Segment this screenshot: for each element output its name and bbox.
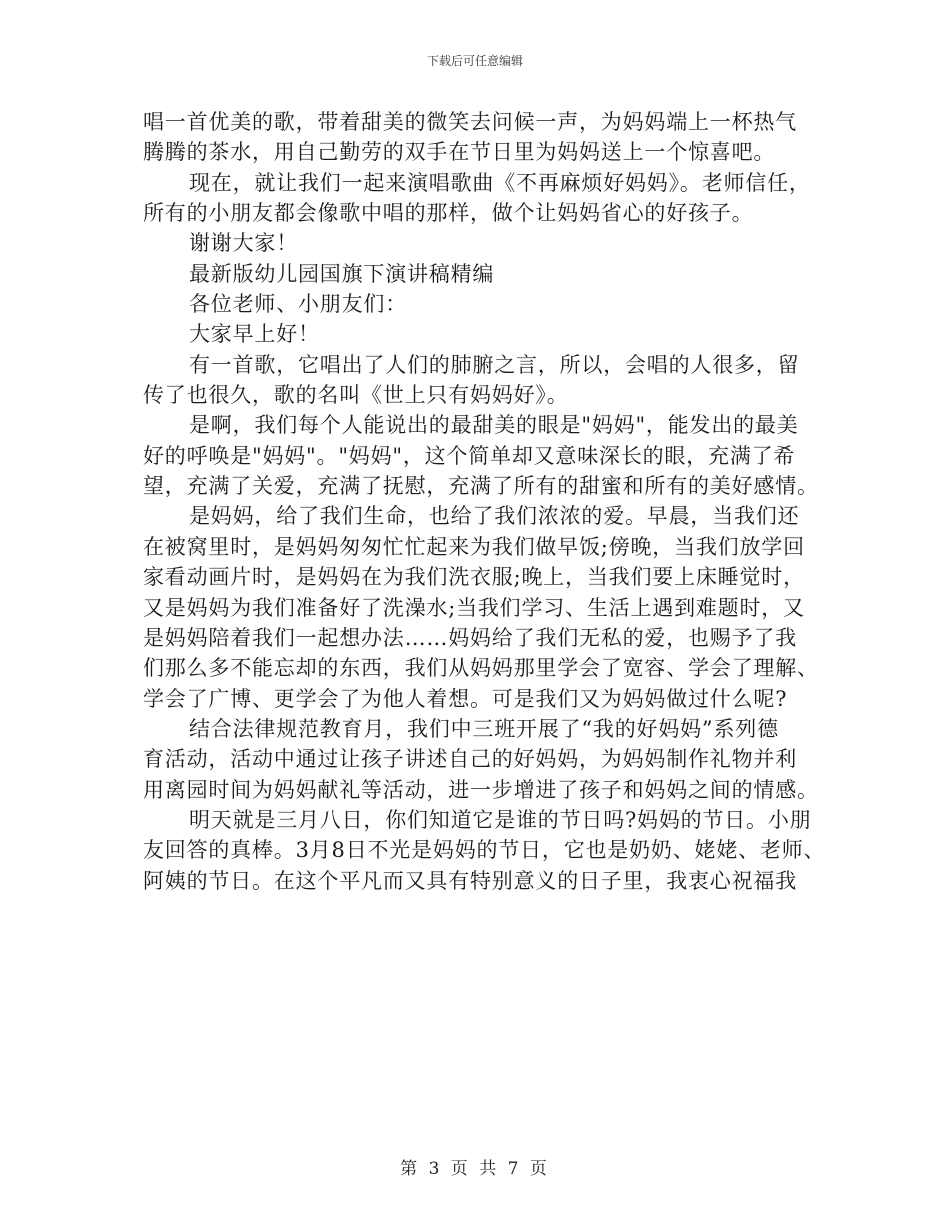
text-line: 友回答的真棒。3月8日不光是妈妈的节日，它也是奶奶、姥姥、老师、 [143,838,826,863]
text-line: 好的呼唤是"妈妈"。"妈妈"，这个简单却又意味深长的眼，充满了希 [143,443,796,468]
text-line: 是妈妈，给了我们生命，也给了我们浓浓的爱。早晨，当我们还 [189,504,800,529]
text-line: 所有的小朋友都会像歌中唱的那样，做个让妈妈省心的好孩子。 [143,201,754,226]
text-line: 腾腾的茶水，用自己勤劳的双手在节日里为妈妈送上一个惊喜吧。 [143,140,776,165]
text-line: 结合法律规范教育月，我们中三班开展了“我的好妈妈”系列德 [189,716,779,741]
text-line: 家看动画片时，是妈妈在为我们洗衣服;晚上，当我们要上床睡觉时， [143,565,805,590]
text-line: 各位老师、小朋友们： [189,292,407,317]
text-line: 阿姨的节日。在这个平凡而又具有特别意义的日子里，我衷心祝福我 [143,868,797,893]
text-line: 学会了广博、更学会了为他人着想。可是我们又为妈妈做过什么呢? [143,686,788,711]
text-line: 谢谢大家！ [189,231,298,256]
text-line: 是啊，我们每个人能说出的最甜美的眼是"妈妈"，能发出的最美 [189,413,799,438]
text-line: 有一首歌，它唱出了人们的肺腑之言，所以，会唱的人很多，留 [189,352,800,377]
text-line: 大家早上好！ [189,322,320,347]
text-line: 育活动，活动中通过让孩子讲述自己的好妈妈，为妈妈制作礼物并利 [143,747,797,772]
text-line: 们那么多不能忘却的东西，我们从妈妈那里学会了宽容、学会了理解、 [143,656,819,681]
text-line: 传了也很久，歌的名叫《世上只有妈妈好》。 [143,383,569,408]
text-line: 现在，就让我们一起来演唱歌曲《不再麻烦好妈妈》。老师信任， [189,170,811,195]
text-line: 明天就是三月八日，你们知道它是谁的节日吗?妈妈的节日。小朋 [189,807,812,832]
text-line: 最新版幼儿园国旗下演讲稿精编 [189,261,495,286]
page-number: 第 3 页 共 7 页 [400,1159,550,1179]
document-body [143,107,826,896]
text-line: 又是妈妈为我们准备好了洗澡水;当我们学习、生活上遇到难题时，又 [143,595,805,620]
text-line: 望，充满了关爱，充满了抚慰，充满了所有的甜蜜和所有的美好感情。 [143,474,819,499]
text-line: 用离园时间为妈妈献礼等活动，进一步增进了孩子和妈妈之间的情感。 [143,777,819,802]
text-line: 在被窝里时，是妈妈匆匆忙忙起来为我们做早饭;傍晚，当我们放学回 [143,534,805,559]
text-line: 是妈妈陪着我们一起想办法……妈妈给了我们无私的爱，也赐予了我 [143,625,797,650]
text-line: 唱一首优美的歌，带着甜美的微笑去问候一声，为妈妈端上一杯热气 [143,110,797,134]
page-header-note: 下载后可任意编辑 [426,54,523,68]
